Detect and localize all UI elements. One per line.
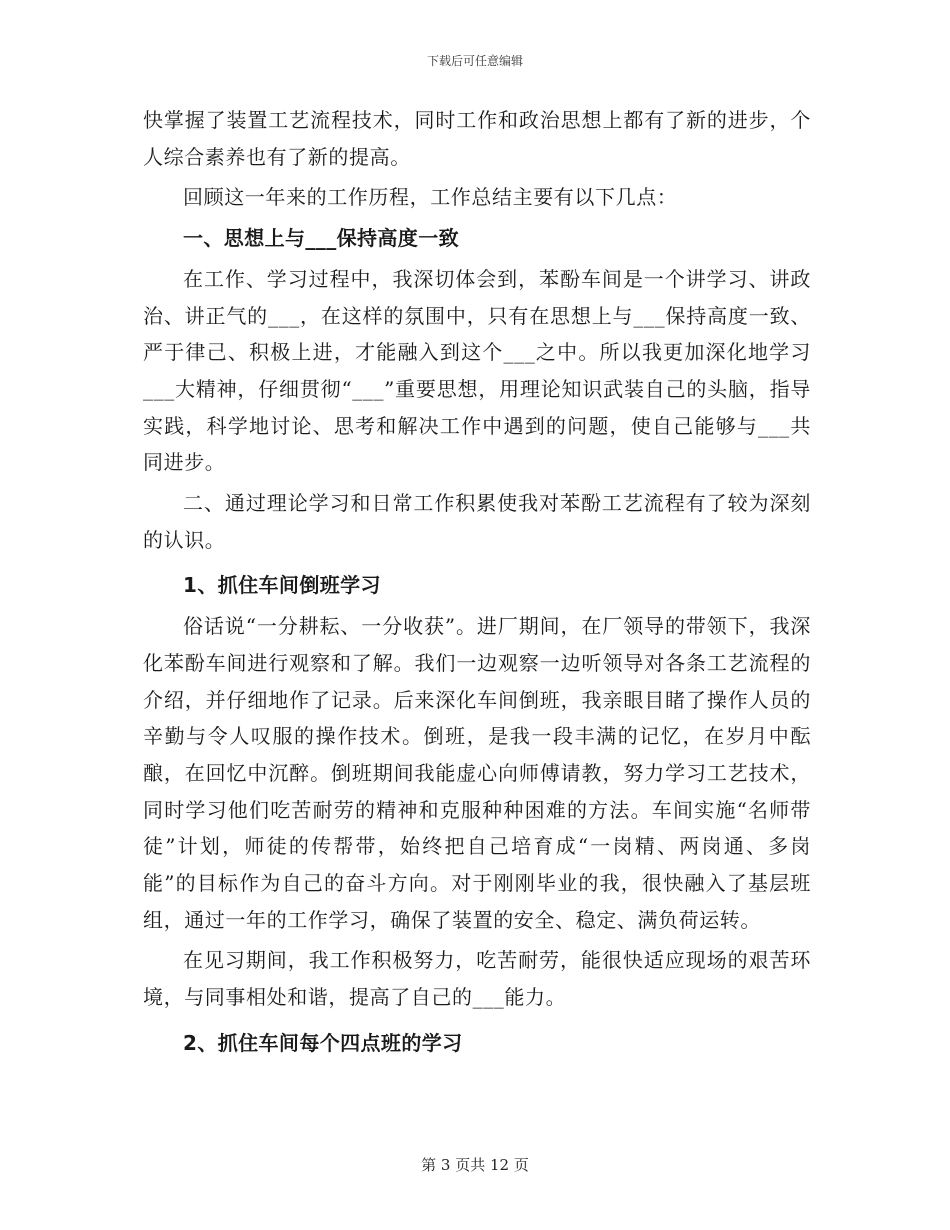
section-heading-shift-learning: 1、抓住车间倒班学习 xyxy=(183,573,381,598)
paragraph-shift-learning: 俗话说“一分耕耘、一分收获”。进厂期间，在厂领导的带领下，我深化苯酚车间进行观察和了解。我们一边观察一边听领导对各条工艺流程的介绍，并仔细地作了记录。后来深化车间倒班，我亲眼目睹了操作人员的辛勤与令人叹服的操作技术。倒班，是我一段丰满的记忆，在岁月中酝酿，在回忆中沉醉。倒班期间我能虚心向师傅请教，努力学习工艺技术，同时学习他们吃苦耐劳的精神和克服种种困难的方法。车间实施“名师带徒”计划，师徒的传帮带，始终把自己培育成“一岗精、两岗通、多岗能”的目标作为自己的奋斗方向。对于刚刚毕业的我，很快融入了基层班组，通过一年的工作学习，确保了装置的安全、稳定、满负荷运转。 xyxy=(143,614,811,932)
section-heading-ideology: 一、思想上与___保持高度一致 xyxy=(183,226,459,251)
page-footer: 第 3 页共 12 页 xyxy=(421,1156,529,1174)
paragraph-review: 回顾这一年来的工作历程，工作总结主要有以下几点： xyxy=(183,185,678,210)
paragraph-theory-learning: 二、通过理论学习和日常工作积累使我对苯酚工艺流程有了较为深刻的认识。 xyxy=(143,491,811,552)
document-body xyxy=(143,102,811,1062)
page-header: 下载后可任意编辑 xyxy=(426,54,523,68)
paragraph-internship: 在见习期间，我工作积极努力，吃苦耐劳，能很快适应现场的艰苦环境，与同事相处和谐，提高了自己的___能力。 xyxy=(143,948,811,1010)
paragraph-ideology: 在工作、学习过程中，我深切体会到，苯酚车间是一个讲学习、讲政治、讲正气的___，在这样的氛围中，只有在思想上与___保持高度一致、严于律己、积极上进，才能融入到这个___之中。所以我更加深化地学习___大精神，仔细贯彻“___”重要思想，用理论知识武装自己的头脑，指导实践，科学地讨论、思考和解决工作中遇到的问题，使自己能够与___共同进步。 xyxy=(143,266,811,475)
section-heading-four-oclock-shift: 2、抓住车间每个四点班的学习 xyxy=(183,1030,463,1055)
paragraph-continuation: 快掌握了装置工艺流程技术，同时工作和政治思想上都有了新的进步，个人综合素养也有了新的提高。 xyxy=(143,108,811,169)
